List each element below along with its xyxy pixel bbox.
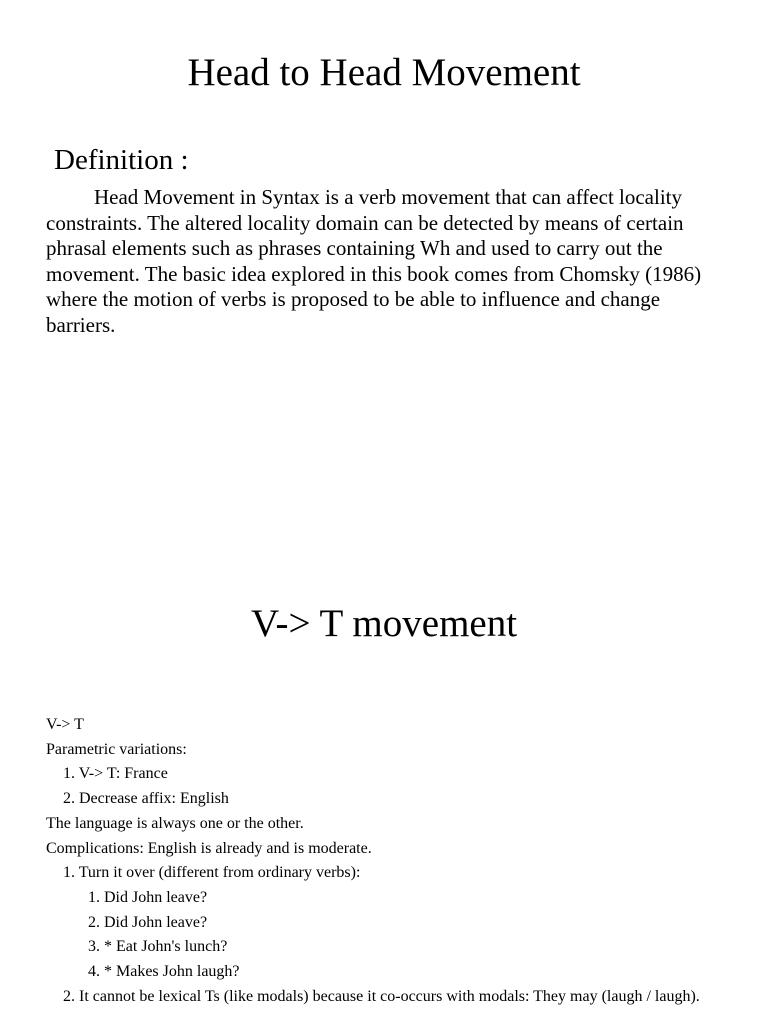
notes-list — [46, 713, 736, 1007]
sub-list-item: 1. Did John leave? — [88, 888, 208, 906]
list-item: 2. Decrease affix: English — [63, 790, 229, 808]
note-line: V-> T — [46, 716, 84, 733]
note-line: Complications: English is already and is moderate. — [46, 839, 372, 857]
list-item: 1. Turn it over (different from ordinary verbs): — [63, 864, 361, 882]
definition-paragraph — [46, 185, 726, 339]
note-line: Parametric variations: — [46, 740, 187, 758]
list-item: 2. It cannot be lexical Ts (like modals) because it co-occurs with modals: They may (laugh / laugh). — [63, 987, 700, 1005]
sub-list-item: 4. * Makes John laugh? — [88, 963, 240, 981]
sub-list-item: 3. * Eat John's lunch? — [88, 938, 228, 956]
definition-text: Head Movement in Syntax is a verb movement that can affect locality constraints. The altered locality domain can be detected by means of certain phrasal elements such as phrases containing Wh and used to carry out the movement. The basic idea explored in this book comes from Chomsky (1986) where the motion of verbs is proposed to be able to influence and change barriers. — [46, 185, 702, 337]
list-item: 1. V-> T: France — [63, 765, 168, 783]
section-title: V-> T movement — [250, 602, 518, 645]
note-line: The language is always one or the other. — [46, 814, 304, 832]
sub-list-item: 2. Did John leave? — [88, 913, 208, 931]
page-title: Head to Head Movement — [187, 51, 581, 94]
definition-heading: Definition : — [54, 144, 189, 176]
